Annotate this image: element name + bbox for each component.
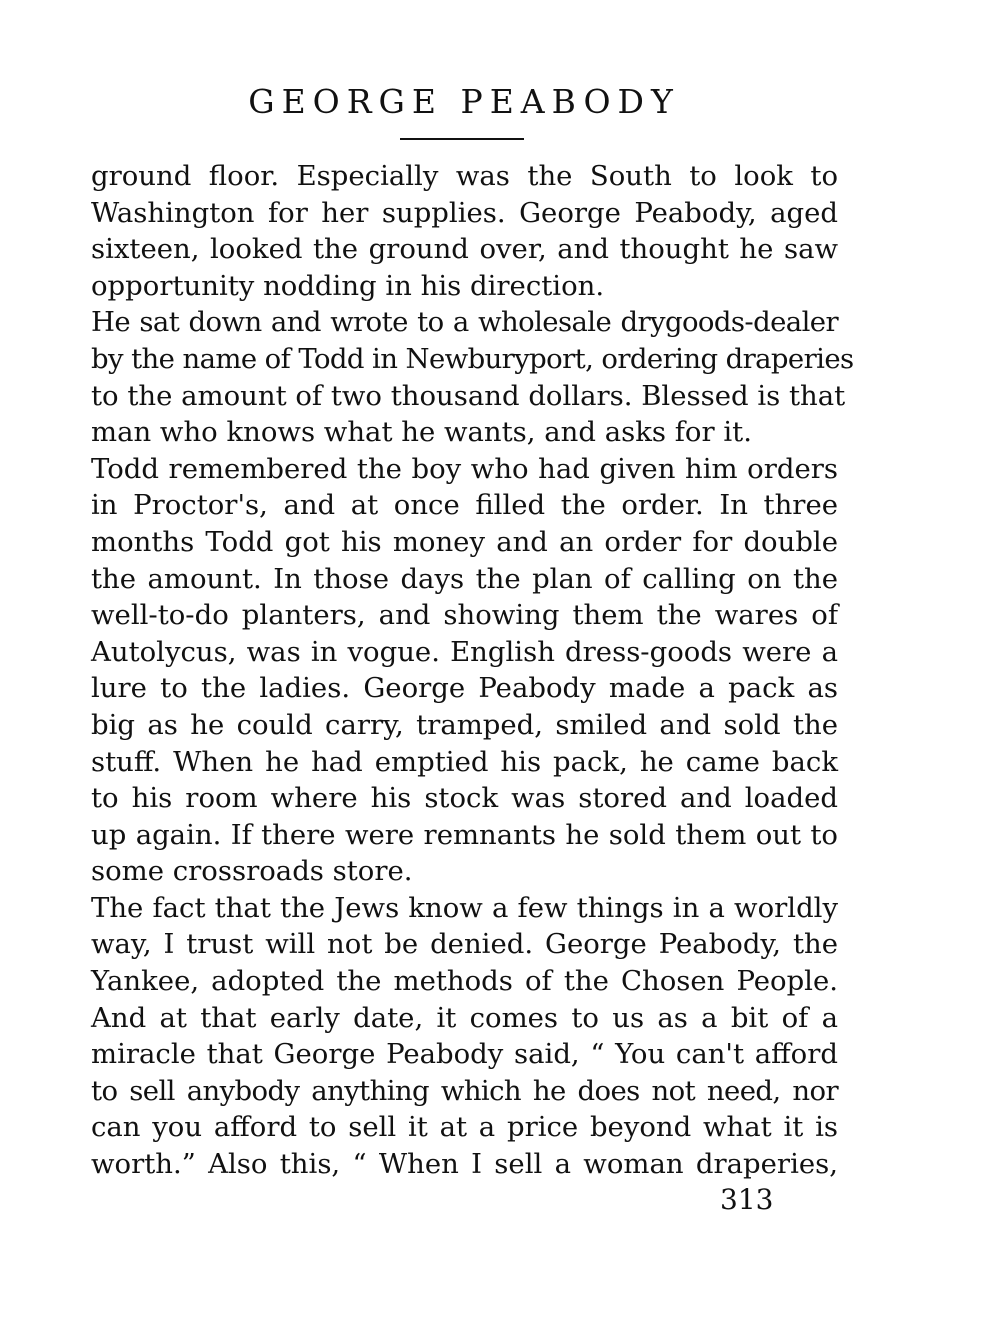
page-number: 313 <box>720 1183 774 1216</box>
body-text <box>91 158 854 1183</box>
text-line: ground floor. Especially was the South to look to <box>91 160 838 192</box>
text-line: miracle that George Peabody said, “ You can't afford <box>91 1038 838 1071</box>
text-line: Todd remembered the boy who had given him orders <box>91 452 838 485</box>
text-line: Yankee, adopted the methods of the Chosen People. <box>91 965 838 998</box>
text-line: well-to-do planters, and showing them the wares of <box>91 599 838 632</box>
text-line: in Proctor's, and at once filled the order. In three <box>91 489 838 522</box>
text-line: opportunity nodding in his direction. <box>91 269 605 302</box>
text-line: Washington for her supplies. George Peabody, aged <box>91 196 838 229</box>
text-line: worth.” Also this, “ When I sell a woman draperies, <box>91 1148 838 1181</box>
text-line: some crossroads store. <box>91 855 413 888</box>
text-line: way, I trust will not be denied. George Peabody, the <box>91 928 838 961</box>
text-line: to his room where his stock was stored and loaded <box>91 782 838 815</box>
text-line: man who knows what he wants, and asks for it. <box>91 416 752 449</box>
text-line: stuff. When he had emptied his pack, he came back <box>91 745 838 778</box>
text-line: can you afford to sell it at a price beyond what it is <box>91 1111 838 1144</box>
text-line: up again. If there were remnants he sold them out to <box>91 818 838 851</box>
text-line: to the amount of two thousand dollars. Blessed is that <box>91 379 846 412</box>
head-rule <box>400 138 524 140</box>
running-head: GEORGE PEABODY <box>248 82 680 121</box>
text-line: Autolycus, was in vogue. English dress-goods were a <box>91 635 838 668</box>
text-line: by the name of Todd in Newburyport, ordering draperies <box>91 342 854 375</box>
text-line: And at that early date, it comes to us as a bit of a <box>91 1001 838 1034</box>
text-line: the amount. In those days the plan of calling on the <box>91 562 838 595</box>
text-line: lure to the ladies. George Peabody made a pack as <box>91 672 838 705</box>
text-line: He sat down and wrote to a wholesale drygoods-dealer <box>91 306 838 339</box>
text-line: months Todd got his money and an order for double <box>91 525 838 558</box>
text-line: big as he could carry, tramped, smiled and sold the <box>91 708 838 741</box>
text-line: sixteen, looked the ground over, and thought he saw <box>91 233 838 266</box>
text-line: to sell anybody anything which he does not need, nor <box>91 1074 838 1107</box>
text-line: The fact that the Jews know a few things in a worldly <box>91 891 838 924</box>
